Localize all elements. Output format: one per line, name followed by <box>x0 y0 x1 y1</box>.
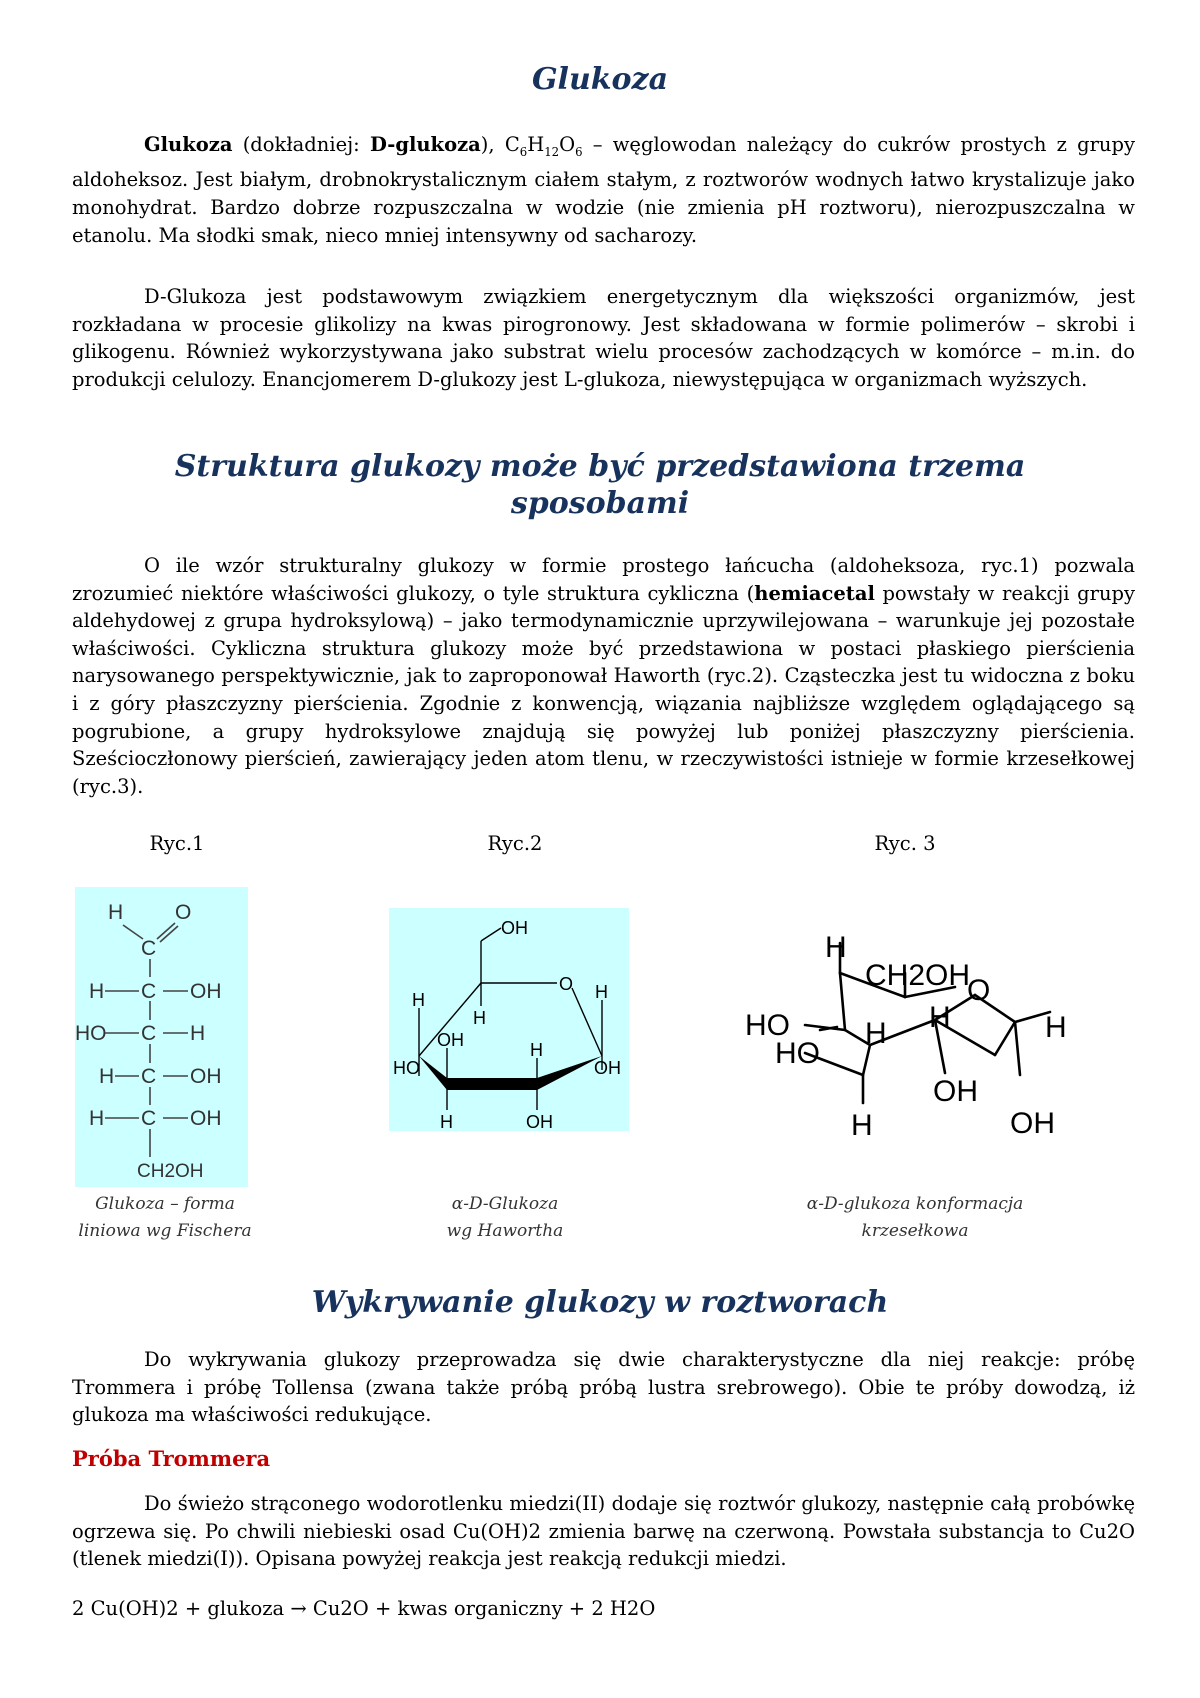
intro-text-1: (dokładniej: <box>232 133 370 156</box>
fischer-row3-left: H <box>99 1065 115 1088</box>
figure-caption-1-line1: Glukoza – forma <box>95 1194 235 1214</box>
chair-diagram <box>745 925 1095 1150</box>
structure-heading-line1: Struktura glukozy może być przedstawiona trzema <box>174 449 1026 484</box>
intro-sub-1: 6 <box>519 144 528 159</box>
detection-heading: Wykrywanie glukozy w roztworach <box>311 1285 889 1320</box>
figure-label-3: Ryc. 3 <box>874 832 936 855</box>
figure-caption-2 <box>395 1191 615 1245</box>
figure-caption-1 <box>55 1191 275 1245</box>
haworth-projection-figure <box>389 908 629 1131</box>
chair-ch2oh: CH2OH <box>865 959 971 992</box>
fischer-row4-right: OH <box>190 1107 222 1130</box>
haworth-diagram <box>389 908 629 1131</box>
haworth-h-c4: H <box>473 1008 486 1028</box>
intro-paragraph <box>72 131 1135 249</box>
haworth-h-right: H <box>595 982 608 1002</box>
haworth-h-c3: H <box>530 1040 543 1060</box>
chair-ring-o: O <box>967 974 991 1007</box>
structure-text-2: powstały w reakcji grupy aldehydowej z grupa hydroksylową) – jako termodynamicznie uprzywilejowana – warunkuje jej pozostałe właściwości. Cykliczna struktura glukozy może być przedstawiona w postaci płaskiego pierścienia narysowanego perspektywicznie, jak to zaproponował Haworth (ryc.2). Cząsteczka jest tu widoczna z boku i z góry płaszczyzny pierścienia. Zgodnie z konwencją, wiązania najbliższe względem oglądającego są pogrubione, a grupy hydroksylowe znajdują się powyżej lub poniżej płaszczyzny pierścienia. Sześcioczłonowy pierścień, zawierający jeden atom tlenu, w rzeczywistości istnieje w formie krzesełkowej (ryc.3). <box>72 581 1135 798</box>
trommer-heading: Próba Trommera <box>72 1446 271 1471</box>
chair-conformation-figure <box>745 925 1095 1150</box>
fischer-c3: C <box>141 1022 157 1045</box>
fischer-c5: C <box>141 1107 157 1130</box>
haworth-oh-c4: OH <box>437 1030 464 1050</box>
trommer-paragraph: Do świeżo strąconego wodorotlenku miedzi(II) dodaje się roztwór glukozy, następnie całą probówkę ogrzewa się. Po chwili niebieski osad Cu(OH)2 zmienia barwę na czerwoną. Powstała substancja to Cu2O (tlenek miedzi(I)). Opisana powyżej reakcja jest reakcją redukcji miedzi. <box>72 1492 1135 1571</box>
chair-h-right: H <box>1045 1011 1067 1044</box>
fischer-row1-right: OH <box>190 980 222 1003</box>
chair-oh-1: OH <box>933 1075 978 1108</box>
figure-caption-1-line2: liniowa wg Fischera <box>78 1221 252 1241</box>
chair-oh-2: OH <box>1010 1107 1055 1140</box>
structure-text-1: O ile wzór strukturalny glukozy w formie prostego łańcucha (aldoheksoza, ryc.1) pozwala zrozumieć niektóre właściwości glukozy, o tyle struktura cykliczna ( <box>72 554 1135 605</box>
figure-caption-2-line2: wg Hawortha <box>446 1221 564 1241</box>
haworth-oh-bottom: OH <box>526 1112 553 1131</box>
fischer-row3-right: OH <box>190 1065 222 1088</box>
fischer-row2-right: H <box>190 1022 206 1045</box>
fischer-top-h: H <box>108 901 124 924</box>
intro-text-5: – węglowodan należący do cukrów prostych z grupy aldoheksoz. Jest białym, drobnokrystalicznym ciałem stałym, z roztworów wodnych łatwo krystalizuje jako monohydrat. Bardzo dobrze rozpuszczalna w wodzie (nie zmienia pH roztworu), nierozpuszczalna w etanolu. Ma słodki smak, nieco mniej intensywny od sacharozy. <box>72 133 1135 247</box>
page-title: Glukoza <box>531 62 669 97</box>
intro-bold-start: Glukoza <box>144 133 233 156</box>
chair-h-bottom: H <box>851 1109 873 1142</box>
haworth-ho-left: HO <box>393 1058 420 1078</box>
intro-text-4: O <box>559 133 576 156</box>
figure-caption-3 <box>770 1191 1060 1245</box>
intro-sub-2: 12 <box>544 144 560 159</box>
detection-paragraph: Do wykrywania glukozy przeprowadza się dwie charakterystyczne dla niej reakcje: próbę Trommera i próbę Tollensa (zwana także próbą próbą lustra srebrowego). Obie te próby dowodzą, iż glukoza ma właściwości redukujące. <box>72 1348 1135 1427</box>
intro-bold-mid: D-glukoza <box>369 133 481 156</box>
fischer-projection-figure <box>75 887 248 1187</box>
figure-label-2: Ryc.2 <box>487 832 543 855</box>
chair-ho-2: HO <box>775 1037 820 1070</box>
fischer-bottom: CH2OH <box>137 1161 204 1182</box>
hemiacetal-term: hemiacetal <box>754 581 875 605</box>
haworth-oh-right: OH <box>594 1058 621 1078</box>
fischer-top-o: O <box>175 901 192 924</box>
fischer-c4: C <box>141 1065 157 1088</box>
fischer-row2-left: HO <box>75 1022 107 1045</box>
fischer-c1: C <box>141 937 157 960</box>
chair-h-top: H <box>825 931 847 964</box>
chair-h-mid-2: H <box>929 1001 951 1034</box>
metabolism-paragraph: D-Glukoza jest podstawowym związkiem energetycznym dla większości organizmów, jest rozkładana w procesie glikolizy na kwas pirogronowy. Jest składowana w formie polimerów – skrobi i glikogenu. Również wykorzystywana jako substrat wielu procesów zachodzących w komórce – m.in. do produkcji celulozy. Enancjomerem D-glukozy jest L-glukoza, niewystępująca w organizmach wyższych. <box>72 285 1135 391</box>
chair-ho-1: HO <box>745 1009 790 1042</box>
fischer-diagram <box>75 887 248 1187</box>
figure-caption-2-line1: α-D-Glukoza <box>451 1194 559 1214</box>
figure-label-1: Ryc.1 <box>149 832 205 855</box>
figure-caption-3-line2: krzesełkowa <box>861 1221 969 1241</box>
fischer-c2: C <box>141 980 157 1003</box>
haworth-ring-o: O <box>559 974 574 994</box>
figure-caption-3-line1: α-D-glukoza konformacja <box>806 1194 1024 1214</box>
haworth-h-left: H <box>412 990 425 1010</box>
chair-h-mid-1: H <box>865 1017 887 1050</box>
haworth-oh-top: OH <box>501 918 528 938</box>
structure-heading <box>0 448 1200 522</box>
intro-text-3: H <box>527 133 545 156</box>
intro-text-2: ), C <box>480 133 520 156</box>
haworth-h-bottom: H <box>440 1112 453 1131</box>
structure-heading-line2: sposobami <box>510 486 690 521</box>
intro-sub-3: 6 <box>575 144 583 159</box>
fischer-row1-left: H <box>89 980 105 1003</box>
fischer-row4-left: H <box>89 1107 105 1130</box>
structure-paragraph <box>72 552 1135 800</box>
trommer-equation: 2 Cu(OH)2 + glukoza → Cu2O + kwas organiczny + 2 H2O <box>72 1597 656 1620</box>
